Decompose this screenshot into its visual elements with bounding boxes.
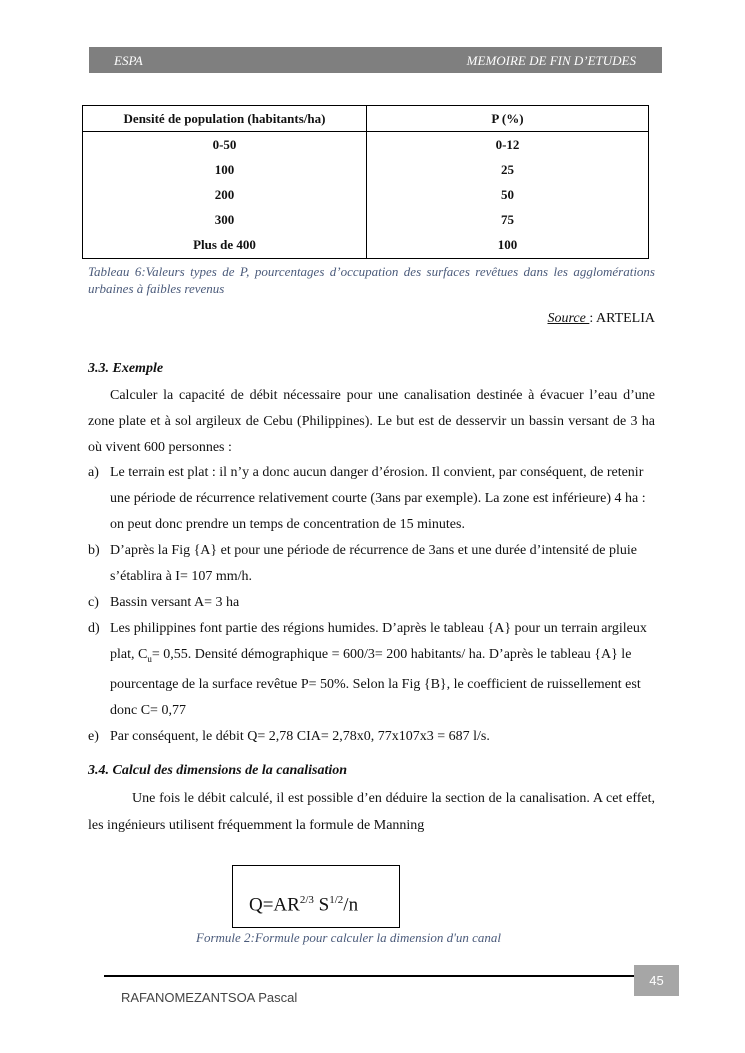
density-table	[82, 105, 649, 259]
table-cell: 100	[367, 232, 649, 259]
table-cell: Plus de 400	[83, 232, 367, 259]
source-value: : ARTELIA	[589, 311, 655, 326]
list-marker: a)	[88, 465, 99, 480]
list-text: Par conséquent, le débit Q= 2,78 CIA= 2,78x0, 77x107x3 = 687 l/s.	[110, 728, 490, 744]
formula-q: Q=AR	[249, 894, 300, 916]
list-marker: e)	[88, 728, 99, 744]
section-title-3-3: 3.3. Exemple	[88, 361, 164, 376]
table-cell: 0-12	[367, 132, 649, 158]
list-text: D’après la Fig {A} et pour une période de récurrence de 3ans et une durée d’intensité de pluie s’établira à I= 107 mm/h.	[110, 543, 637, 584]
table-row	[83, 157, 649, 182]
manning-paragraph	[88, 785, 655, 839]
table-cell: 0-50	[83, 132, 367, 158]
table-cell: 200	[83, 182, 367, 207]
section-title-3-4: 3.4. Calcul des dimensions de la canalisation	[88, 763, 348, 778]
footer-author: RAFANOMEZANTSOA Pascal	[121, 990, 298, 1005]
formula-n: /n	[343, 894, 359, 916]
list-item	[88, 724, 655, 750]
page-header	[89, 47, 662, 73]
table-cell: 50	[367, 182, 649, 207]
source-line	[547, 311, 655, 327]
header-left: ESPA	[114, 53, 143, 68]
source-label: Source	[547, 311, 590, 326]
formula-caption: Formule 2:Formule pour calculer la dimension d'un canal	[196, 930, 501, 945]
list-marker: d)	[88, 621, 100, 636]
table-header-row	[83, 106, 649, 132]
table-cell: 75	[367, 207, 649, 232]
list-marker: b)	[88, 543, 100, 558]
list-item	[88, 460, 655, 538]
example-list	[88, 460, 655, 750]
list-text-a: Les philippines font partie des régions humides. D’après le tableau {A} pour un terrain argileux plat, C	[110, 621, 647, 662]
list-item	[88, 538, 655, 590]
formula-exp1: 2/3	[299, 894, 314, 906]
formula-box	[232, 865, 400, 928]
table-header: P (%)	[367, 106, 649, 132]
list-text-b: = 0,55. Densité démographique = 600/3= 200 habitants/ ha. D’après le tableau {A} le pourcentage de la surface revêtue P= 50%. Selon la Fig {B}, le coefficient de ruissellement est donc C= 0,77	[110, 647, 641, 718]
paragraph: Calculer la capacité de débit nécessaire pour une canalisation destinée à évacuer l’eau d’une zone plate et à sol argileux de Cebu (Philippines). Le but est de desservir un bassin versant de 3 ha où vivent 600 personnes :	[88, 388, 655, 455]
header-right: MEMOIRE DE FIN D’ETUDES	[466, 53, 636, 68]
footer-divider	[104, 975, 634, 977]
table-cell: 300	[83, 207, 367, 232]
table-row	[83, 232, 649, 259]
paragraph: Une fois le débit calculé, il est possible d’en déduire la section de la canalisation. A cet effet, les ingénieurs utilisent fréquemment la formule de Manning	[88, 791, 655, 833]
page-number: 45	[634, 965, 679, 996]
table-row	[83, 207, 649, 232]
table-row	[83, 132, 649, 158]
formula-s: S	[313, 894, 330, 916]
list-text: Le terrain est plat : il n’y a donc aucun danger d’érosion. Il convient, par conséquent, de retenir une période de récurrence relativement courte (3ans par exemple). La zone est inférieure) 4 ha : on peut donc prendre un temps de concentration de 15 minutes.	[110, 465, 646, 532]
formula-exp2: 1/2	[329, 894, 344, 906]
list-text: Bassin versant A= 3 ha	[110, 595, 240, 610]
table-row	[83, 182, 649, 207]
example-intro	[88, 383, 655, 461]
table-header: Densité de population (habitants/ha)	[83, 106, 367, 132]
list-text-sub: u	[147, 653, 152, 664]
list-marker: c)	[88, 595, 99, 610]
list-item	[88, 616, 655, 724]
table-cell: 25	[367, 157, 649, 182]
table-caption: Tableau 6:Valeurs types de P, pourcentages d’occupation des surfaces revêtues dans les agglomérations urbaines à faibles revenus	[88, 264, 655, 296]
manning-formula	[249, 894, 358, 916]
table-cell: 100	[83, 157, 367, 182]
list-item	[88, 590, 655, 616]
